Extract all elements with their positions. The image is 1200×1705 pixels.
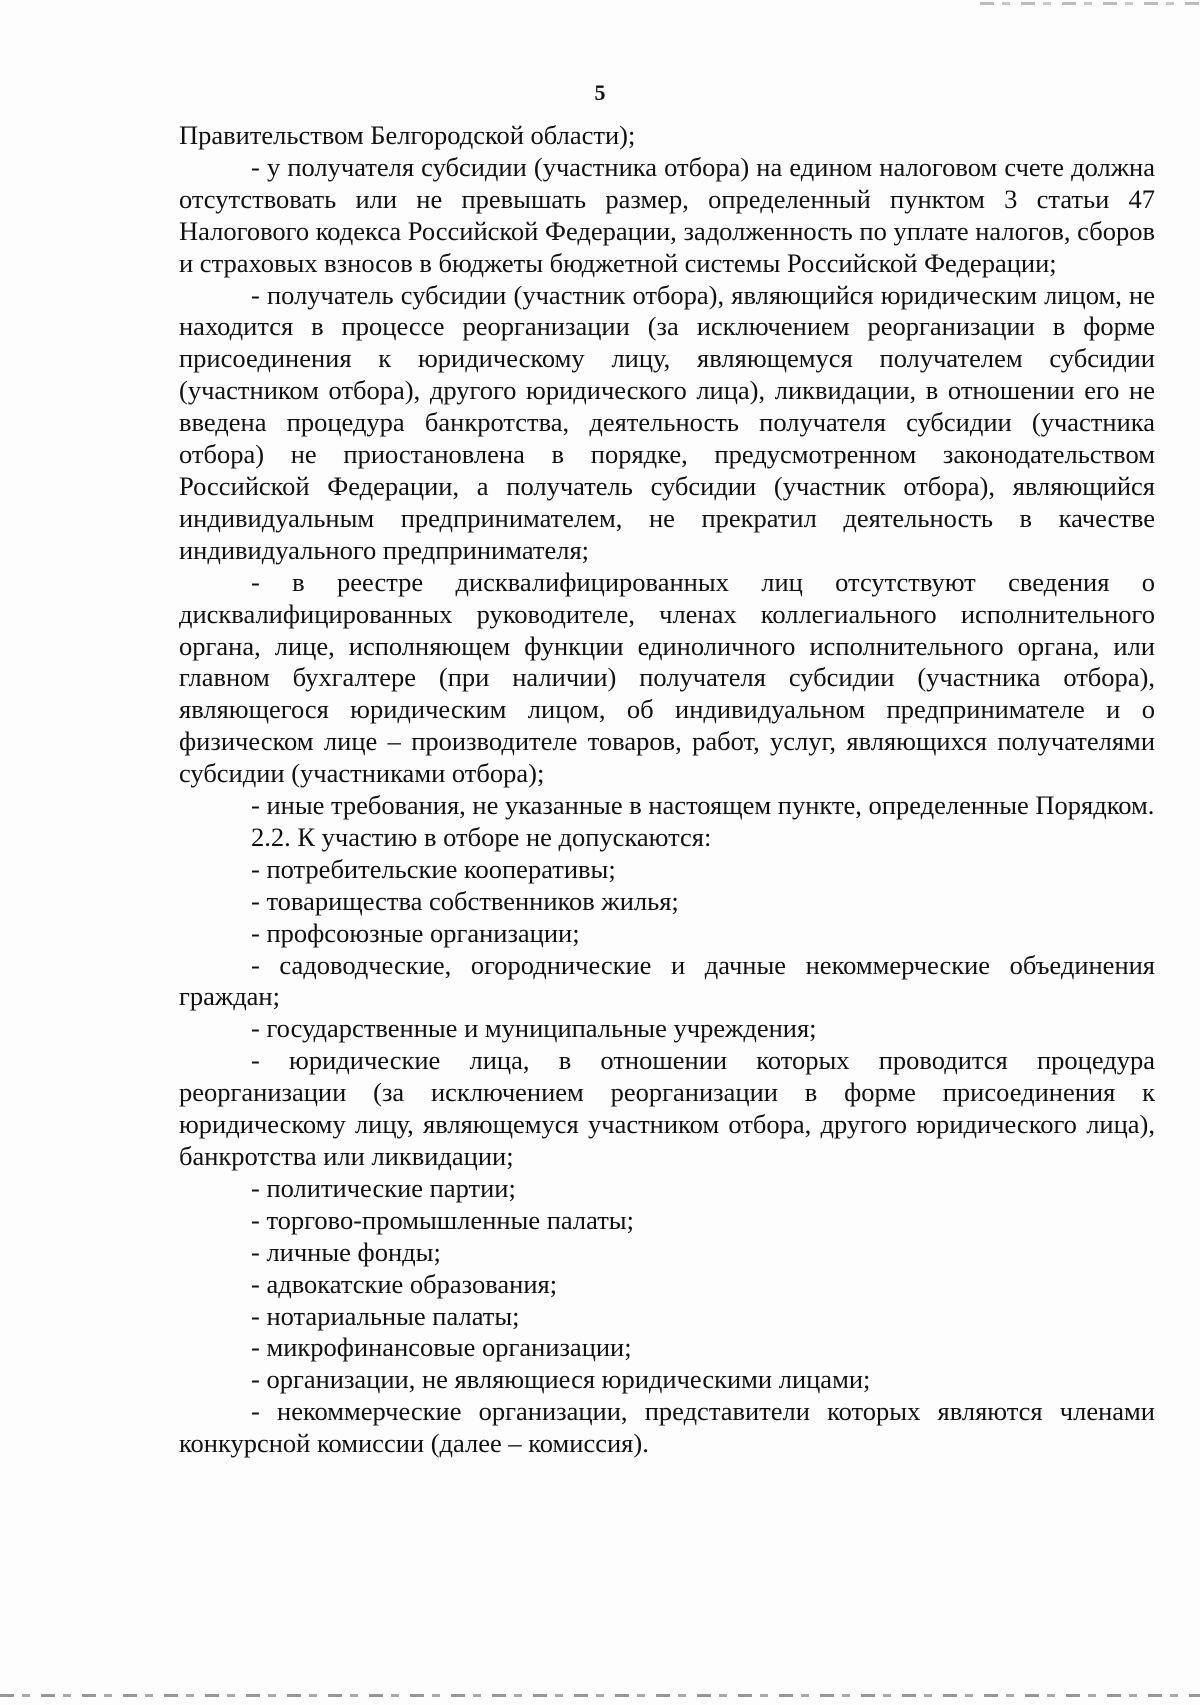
section-heading-2-2: 2.2. К участию в отборе не допускаются: (251, 821, 712, 852)
list-item: - государственные и муниципальные учреждения; (251, 1013, 817, 1044)
list-item: - нотариальные палаты; (251, 1300, 520, 1331)
list-item: - товарищества собственников жилья; (251, 885, 679, 916)
paragraph-other-requirements: - иные требования, не указанные в настоящем пункте, определенные Порядком. (251, 790, 1155, 821)
list-item: - садоводческие, огороднические и дачные некоммерческие объединения граждан; (179, 949, 1155, 1012)
list-item: - торгово-промышленные палаты; (251, 1204, 634, 1235)
list-item: - профсоюзные организации; (251, 917, 580, 948)
list-item: - некоммерческие организации, представители которых являются членами конкурсной комиссии (далее – комиссия). (179, 1396, 1155, 1459)
list-item: - политические партии; (251, 1172, 516, 1203)
page-number: 5 (594, 80, 606, 105)
scan-edge-top (980, 2, 1200, 5)
paragraph-continuation: Правительством Белгородской области); (179, 120, 636, 150)
document-body (179, 120, 1155, 1460)
list-item: - адвокатские образования; (251, 1268, 558, 1299)
paragraph-disqualified-persons-requirement: - в реестре дисквалифицированных лиц отсутствуют сведения о дисквалифицированных руководителе, членах коллегиального исполнительного органа, лице, исполняющем функции единоличного исполнительного органа, или главном бухгалтере (при наличии) получателя субсидии (участника отбора), являющегося юридическим лицом, об индивидуальном предпринимателе и о физическом лице – производителе товаров, работ, услуг, являющихся получателями субсидии (участниками отбора); (179, 566, 1155, 789)
list-item: - юридические лица, в отношении которых проводится процедура реорганизации (за исключением реорганизации в форме присоединения к юридическому лицу, являющемуся участником отбора, другого юридического лица), банкротства или ликвидации; (179, 1045, 1155, 1171)
list-item: - личные фонды; (251, 1236, 441, 1267)
list-item: - организации, не являющиеся юридическими лицами; (251, 1364, 871, 1395)
scan-edge-bottom (0, 1694, 1200, 1697)
list-item: - микрофинансовые организации; (251, 1332, 632, 1363)
paragraph-tax-debt-requirement: - у получателя субсидии (участника отбора) на едином налоговом счете должна отсутствовать или не превышать размер, определенный пунктом 3 статьи 47 Налогового кодекса Российской Федерации, задолженность по уплате налогов, сборов и страховых взносов в бюджеты бюджетной системы Российской Федерации; (179, 151, 1155, 278)
list-item: - потребительские кооперативы; (251, 853, 616, 884)
paragraph-reorganization-requirement: - получатель субсидии (участник отбора), являющийся юридическим лицом, не находится в процессе реорганизации (за исключением реорганизации в форме присоединения к юридическому лицу, являющемуся получателем субсидии (участником отбора), другого юридического лица), ликвидации, в отношении его не введена процедура банкротства, деятельность получателя субсидии (участника отбора) не приостановлена в порядке, предусмотренном законодательством Российской Федерации, а получатель субсидии (участник отбора), являющийся индивидуальным предпринимателем, не прекратил деятельность в качестве индивидуального предпринимателя; (179, 279, 1155, 565)
